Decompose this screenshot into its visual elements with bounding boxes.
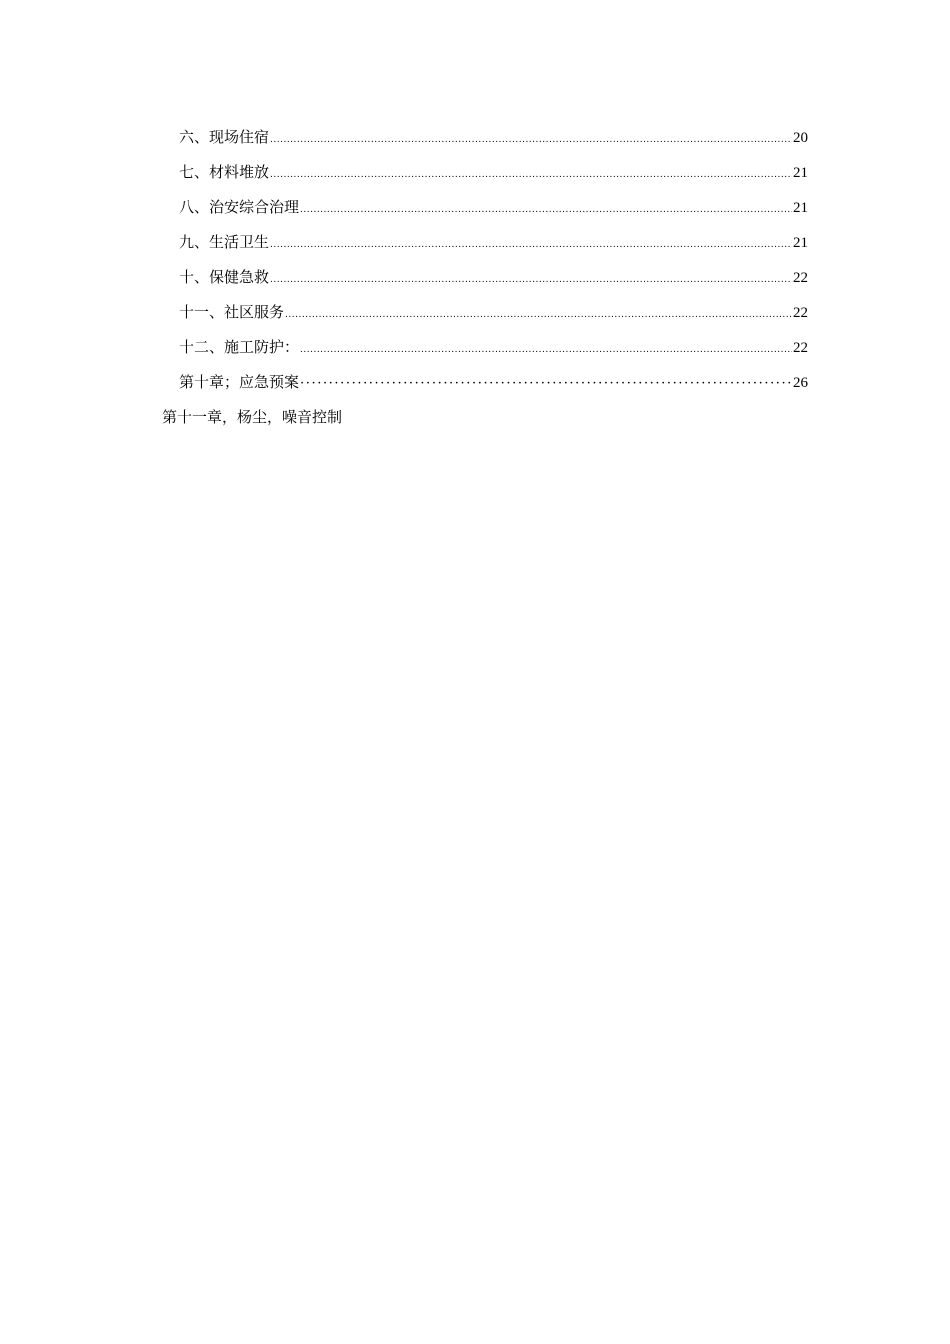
toc-leader-dots	[270, 233, 792, 257]
toc-leader-dots	[300, 198, 792, 222]
toc-leader-dots	[270, 163, 792, 187]
toc-entry-title: 八、治安综合治理	[179, 198, 300, 216]
toc-entry[interactable]	[162, 335, 808, 370]
toc-entry-page: 21	[793, 165, 808, 181]
toc-entry[interactable]	[162, 160, 808, 195]
toc-entry-page: 20	[793, 130, 808, 146]
toc-leader-dots	[270, 268, 792, 292]
toc-entry[interactable]	[162, 265, 808, 300]
toc-entry[interactable]	[162, 300, 808, 335]
toc-entry-page: 21	[793, 235, 808, 251]
toc-entry-title: 十二、施工防护：	[179, 338, 300, 356]
toc-leader-dots	[285, 303, 792, 327]
toc-entry-title: 九、生活卫生	[179, 233, 270, 251]
toc-entry-title: 六、现场住宿	[179, 128, 270, 146]
toc-leader-dots	[300, 372, 792, 396]
chapter-heading: 第十一章，杨尘，噪音控制	[162, 408, 343, 426]
toc-entry-title: 十、保健急救	[179, 268, 270, 286]
toc-entry-title: 第十章；应急预案	[179, 373, 300, 391]
toc-leader-dots	[270, 128, 792, 152]
toc-entry[interactable]	[162, 370, 808, 405]
toc-entry[interactable]	[162, 230, 808, 265]
toc-entry-page: 22	[793, 270, 808, 286]
toc-entry-title: 七、材料堆放	[179, 163, 270, 181]
toc-entry-page: 21	[793, 200, 808, 216]
toc-entry-page: 26	[793, 375, 808, 391]
toc-entry-page: 22	[793, 305, 808, 321]
toc-leader-dots	[300, 338, 792, 362]
table-of-contents	[162, 125, 808, 405]
toc-entry-title: 十一、社区服务	[179, 303, 285, 321]
toc-entry-page: 22	[793, 340, 808, 356]
toc-entry[interactable]	[162, 195, 808, 230]
toc-entry[interactable]	[162, 125, 808, 160]
